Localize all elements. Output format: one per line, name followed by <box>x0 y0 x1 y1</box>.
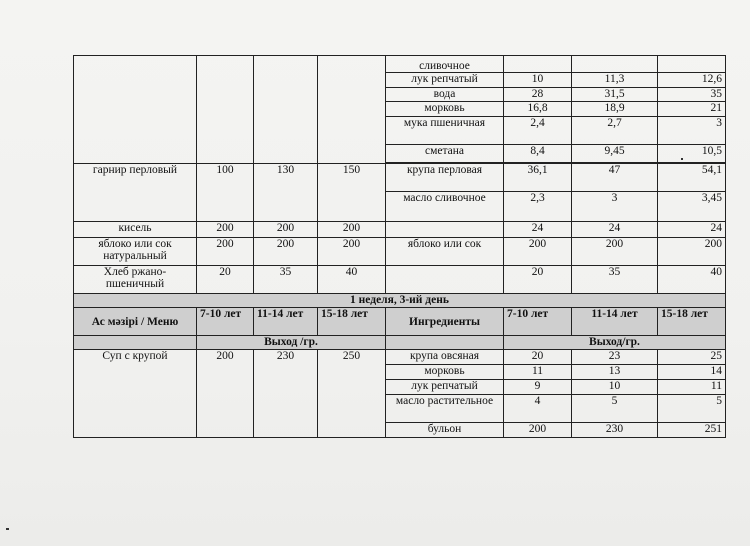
qty-cell: 100 <box>197 164 254 222</box>
ingredient-cell: лук репчатый <box>386 73 504 88</box>
header-age-7-10: 7-10 лет <box>197 308 254 336</box>
amount-cell: 24 <box>658 222 726 238</box>
ingredient-cell: вода <box>386 88 504 102</box>
table-row <box>74 266 726 294</box>
qty-cell: 20 <box>197 266 254 294</box>
qty-cell: 35 <box>254 266 318 294</box>
amount-cell <box>658 56 726 73</box>
header-output: Выход /гр. <box>197 336 386 350</box>
table-row <box>74 222 726 238</box>
amount-cell: 3,45 <box>658 192 726 222</box>
day-title-row <box>74 294 726 308</box>
amount-cell <box>504 56 572 73</box>
amount-cell: 35 <box>658 88 726 102</box>
ingredient-cell: крупа овсяная <box>386 350 504 365</box>
scan-speck <box>681 158 683 160</box>
amount-cell: 31,5 <box>572 88 658 102</box>
amount-cell: 16,8 <box>504 102 572 117</box>
amount-cell: 47 <box>572 164 658 192</box>
amount-cell: 5 <box>658 395 726 423</box>
amount-cell: 21 <box>658 102 726 117</box>
amount-cell: 13 <box>572 365 658 380</box>
qty-cell: 200 <box>197 222 254 238</box>
amount-cell: 9,45 <box>572 145 658 163</box>
dish-cell: яблоко или сок натуральный <box>74 238 197 266</box>
ingredient-cell: сметана <box>386 145 504 163</box>
amount-cell: 5 <box>572 395 658 423</box>
header-ing-age-7-10: 7-10 лет <box>504 308 572 336</box>
amount-cell: 40 <box>658 266 726 294</box>
dish-cell: Хлеб ржано-пшеничный <box>74 266 197 294</box>
header-output-ingredients: Выход/гр. <box>504 336 726 350</box>
amount-cell: 251 <box>658 423 726 438</box>
amount-cell: 14 <box>658 365 726 380</box>
amount-cell: 36,1 <box>504 164 572 192</box>
qty-cell <box>318 56 386 164</box>
dish-cell <box>74 56 197 164</box>
amount-cell: 11 <box>504 365 572 380</box>
qty-cell: 40 <box>318 266 386 294</box>
ingredient-cell: масло сливочное <box>386 192 504 222</box>
table-row <box>74 238 726 266</box>
amount-cell: 10 <box>504 73 572 88</box>
amount-cell: 11 <box>658 380 726 395</box>
dish-cell: Суп с крупой <box>74 350 197 438</box>
amount-cell: 200 <box>658 238 726 266</box>
amount-cell: 11,3 <box>572 73 658 88</box>
scan-speck <box>6 528 9 530</box>
amount-cell: 18,9 <box>572 102 658 117</box>
qty-cell: 230 <box>254 350 318 438</box>
amount-cell: 20 <box>504 266 572 294</box>
amount-cell: 20 <box>504 350 572 365</box>
qty-cell <box>254 56 318 164</box>
qty-cell: 200 <box>197 350 254 438</box>
dish-cell: гарнир перловый <box>74 164 197 222</box>
qty-cell: 250 <box>318 350 386 438</box>
qty-cell: 150 <box>318 164 386 222</box>
table-row <box>74 164 726 192</box>
ingredient-cell: лук репчатый <box>386 380 504 395</box>
header-age-15-18: 15-18 лет <box>318 308 386 336</box>
ingredient-cell <box>386 266 504 294</box>
ingredient-cell: масло растительное <box>386 395 504 423</box>
ingredient-cell: морковь <box>386 365 504 380</box>
qty-cell: 200 <box>197 238 254 266</box>
amount-cell: 200 <box>504 423 572 438</box>
amount-cell: 25 <box>658 350 726 365</box>
amount-cell: 3 <box>572 192 658 222</box>
header-ing-age-15-18: 15-18 лет <box>658 308 726 336</box>
amount-cell: 23 <box>572 350 658 365</box>
amount-cell: 200 <box>572 238 658 266</box>
day-title: 1 неделя, 3-ий день <box>74 294 726 308</box>
amount-cell: 24 <box>572 222 658 238</box>
header-ingredients: Ингредиенты <box>386 308 504 336</box>
ingredient-cell: крупа перловая <box>386 164 504 192</box>
amount-cell: 4 <box>504 395 572 423</box>
amount-cell: 54,1 <box>658 164 726 192</box>
amount-cell: 2,3 <box>504 192 572 222</box>
menu-table <box>73 55 726 438</box>
amount-cell: 24 <box>504 222 572 238</box>
amount-cell: 3 <box>658 117 726 145</box>
ingredient-cell: яблоко или сок <box>386 238 504 266</box>
ingredient-cell: мука пшеничная <box>386 117 504 145</box>
amount-cell: 8,4 <box>504 145 572 163</box>
ingredient-cell: бульон <box>386 423 504 438</box>
amount-cell: 35 <box>572 266 658 294</box>
ingredient-cell: морковь <box>386 102 504 117</box>
table-row <box>74 56 726 73</box>
amount-cell: 9 <box>504 380 572 395</box>
amount-cell: 2,7 <box>572 117 658 145</box>
amount-cell: 12,6 <box>658 73 726 88</box>
table-row <box>74 350 726 365</box>
amount-cell: 10,5 <box>658 145 726 163</box>
dish-cell: кисель <box>74 222 197 238</box>
ingredient-cell: сливочное <box>386 56 504 73</box>
header-ing-age-11-14: 11-14 лет <box>572 308 658 336</box>
qty-cell: 200 <box>254 222 318 238</box>
header-menu: Ас мәзірі / Меню <box>74 308 197 336</box>
qty-cell: 200 <box>318 222 386 238</box>
header-age-11-14: 11-14 лет <box>254 308 318 336</box>
amount-cell: 2,4 <box>504 117 572 145</box>
qty-cell: 130 <box>254 164 318 222</box>
qty-cell: 200 <box>318 238 386 266</box>
amount-cell <box>572 56 658 73</box>
amount-cell: 200 <box>504 238 572 266</box>
qty-cell: 200 <box>254 238 318 266</box>
amount-cell: 230 <box>572 423 658 438</box>
header-row <box>74 308 726 336</box>
qty-cell <box>197 56 254 164</box>
ingredient-cell <box>386 222 504 238</box>
output-header-row <box>74 336 726 350</box>
amount-cell: 28 <box>504 88 572 102</box>
amount-cell: 10 <box>572 380 658 395</box>
